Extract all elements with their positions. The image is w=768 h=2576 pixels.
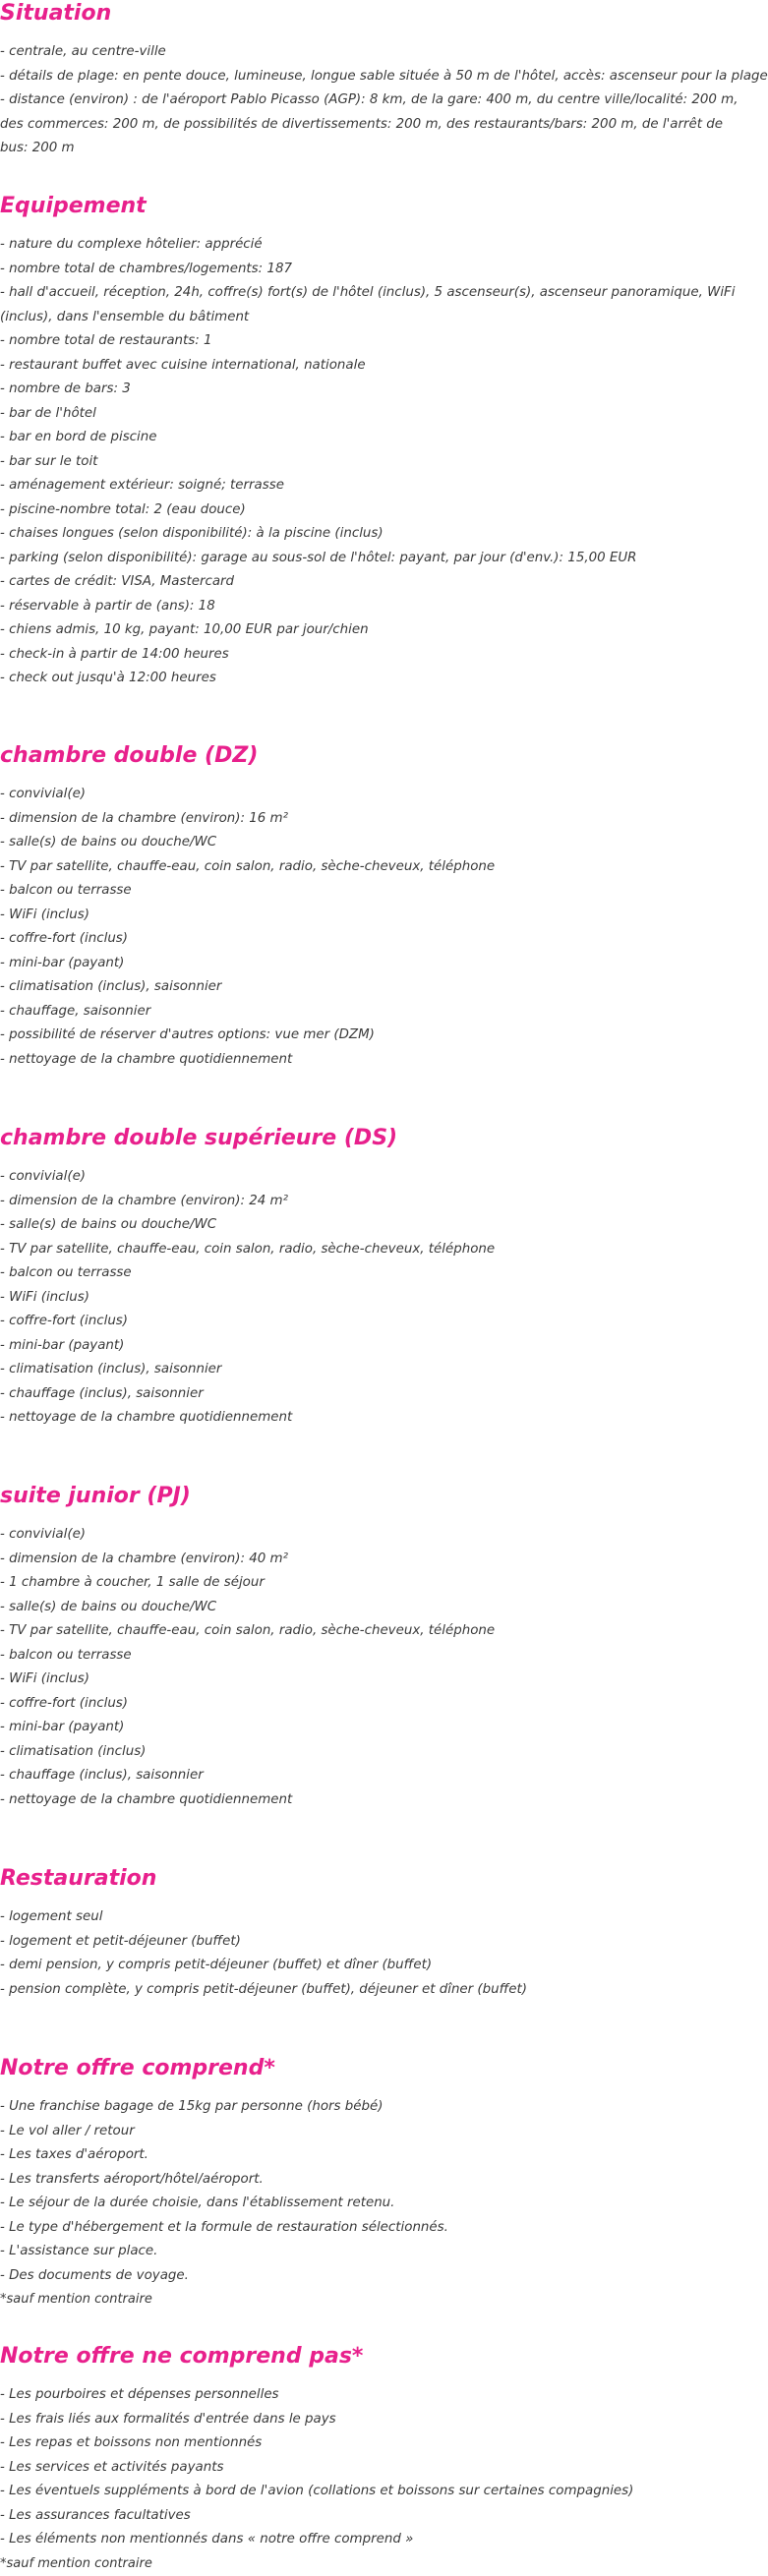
list-item: - demi pension, y compris petit-déjeuner (buffet) et dîner (buffet) (0, 1954, 745, 1978)
list-item: - Les éléments non mentionnés dans « notre offre comprend » (0, 2528, 745, 2552)
list-item: - Des documents de voyage. (0, 2264, 745, 2289)
section-list (0, 1523, 745, 1812)
list-item: - chiens admis, 10 kg, payant: 10,00 EUR par jour/chien (0, 618, 745, 643)
list-item: - TV par satellite, chauffe-eau, coin salon, radio, sèche-cheveux, téléphone (0, 1238, 745, 1262)
list-item: - balcon ou terrasse (0, 1644, 745, 1669)
section-offre-ne-comprend-pas (0, 2343, 745, 2576)
section-list (0, 233, 745, 691)
section-situation (0, 0, 745, 161)
section-list (0, 1905, 745, 2002)
list-item: - restaurant buffet avec cuisine international, nationale (0, 354, 745, 379)
list-item: - dimension de la chambre (environ): 40 m² (0, 1548, 745, 1572)
list-item: - bar en bord de piscine (0, 426, 745, 450)
list-item: - salle(s) de bains ou douche/WC (0, 1213, 745, 1238)
list-item: - distance (environ) : de l'aéroport Pablo Picasso (AGP): 8 km, de la gare: 400 m, du centre ville/localité: 200 m, des commerces: 200 m, de possibilités de divertissements: 200 m, des restaurants/bars: 200 m, de l'arrêt de bus: 200 m (0, 88, 745, 161)
list-item: - Le séjour de la durée choisie, dans l'établissement retenu. (0, 2192, 745, 2216)
section-list (0, 783, 745, 1072)
list-item: - Les éventuels suppléments à bord de l'avion (collations et boissons sur certaines compagnies) (0, 2480, 745, 2504)
list-item: - convivial(e) (0, 1523, 745, 1548)
section-title: Equipement (0, 193, 745, 220)
section-equipement (0, 193, 745, 691)
list-item: - nature du complexe hôtelier: apprécié (0, 233, 745, 258)
section-list (0, 2383, 745, 2576)
section-list (0, 1165, 745, 1431)
list-item: - salle(s) de bains ou douche/WC (0, 831, 745, 855)
list-item: - cartes de crédit: VISA, Mastercard (0, 570, 745, 595)
list-item: - WiFi (inclus) (0, 904, 745, 928)
list-item: - coffre-fort (inclus) (0, 1692, 745, 1717)
list-item: - nombre total de restaurants: 1 (0, 329, 745, 354)
list-item: - logement et petit-déjeuner (buffet) (0, 1930, 745, 1955)
list-item: - Les assurances facultatives (0, 2504, 745, 2529)
section-title: Notre offre ne comprend pas* (0, 2343, 745, 2371)
list-item: - WiFi (inclus) (0, 1668, 745, 1692)
list-item: - logement seul (0, 1905, 745, 1930)
list-item: - bar sur le toit (0, 450, 745, 475)
list-item: - WiFi (inclus) (0, 1286, 745, 1311)
list-item: - hall d'accueil, réception, 24h, coffre(s) fort(s) de l'hôtel (inclus), 5 ascenseur(s), ascenseur panoramique, WiFi (inclus), dans l'ensemble du bâtiment (0, 281, 745, 329)
list-item: - dimension de la chambre (environ): 24 m² (0, 1190, 745, 1214)
section-offre-comprend (0, 2055, 745, 2313)
list-item: - dimension de la chambre (environ): 16 m² (0, 807, 745, 832)
list-item: - mini-bar (payant) (0, 1334, 745, 1359)
list-item: - Les transferts aéroport/hôtel/aéroport. (0, 2168, 745, 2193)
list-item: - check-in à partir de 14:00 heures (0, 643, 745, 668)
section-title: Situation (0, 0, 745, 28)
section-chambre-double (0, 742, 745, 1072)
list-item: - Les pourboires et dépenses personnelles (0, 2383, 745, 2408)
list-item: - coffre-fort (inclus) (0, 927, 745, 952)
section-title: Notre offre comprend* (0, 2055, 745, 2082)
list-item: - Les taxes d'aéroport. (0, 2143, 745, 2168)
list-item: - centrale, au centre-ville (0, 40, 745, 65)
list-item: - piscine-nombre total: 2 (eau douce) (0, 498, 745, 523)
list-item: - chauffage (inclus), saisonnier (0, 1382, 745, 1407)
list-item: - nombre de bars: 3 (0, 378, 745, 402)
list-item: - nombre total de chambres/logements: 187 (0, 258, 745, 282)
list-item: - nettoyage de la chambre quotidiennement (0, 1406, 745, 1431)
list-item: - détails de plage: en pente douce, lumineuse, longue sable située à 50 m de l'hôtel, accès: ascenseur pour la plage (0, 65, 745, 89)
list-item: - check out jusqu'à 12:00 heures (0, 667, 745, 691)
footnote: *sauf mention contraire (0, 2288, 745, 2313)
list-item: - Les repas et boissons non mentionnés (0, 2431, 745, 2456)
list-item: - réservable à partir de (ans): 18 (0, 595, 745, 619)
list-item: - TV par satellite, chauffe-eau, coin salon, radio, sèche-cheveux, téléphone (0, 1619, 745, 1644)
list-item: - climatisation (inclus), saisonnier (0, 1358, 745, 1382)
list-item: - nettoyage de la chambre quotidiennement (0, 1788, 745, 1813)
list-item: - Les frais liés aux formalités d'entrée dans le pays (0, 2408, 745, 2432)
list-item: - TV par satellite, chauffe-eau, coin salon, radio, sèche-cheveux, téléphone (0, 855, 745, 880)
list-item: - balcon ou terrasse (0, 1261, 745, 1286)
list-item: - mini-bar (payant) (0, 952, 745, 976)
section-title: suite junior (PJ) (0, 1483, 745, 1510)
section-suite-junior (0, 1483, 745, 1812)
list-item: - convivial(e) (0, 1165, 745, 1190)
list-item: - L'assistance sur place. (0, 2240, 745, 2264)
list-item: - salle(s) de bains ou douche/WC (0, 1596, 745, 1620)
section-title: chambre double (DZ) (0, 742, 745, 770)
list-item: - chaises longues (selon disponibilité): à la piscine (inclus) (0, 522, 745, 547)
list-item: - Le type d'hébergement et la formule de restauration sélectionnés. (0, 2216, 745, 2241)
footnote: *sauf mention contraire (0, 2552, 745, 2576)
list-item: - climatisation (inclus), saisonnier (0, 975, 745, 1000)
list-item: - nettoyage de la chambre quotidiennement (0, 1048, 745, 1073)
list-item: - Le vol aller / retour (0, 2120, 745, 2144)
section-title: chambre double supérieure (DS) (0, 1125, 745, 1152)
list-item: - balcon ou terrasse (0, 879, 745, 904)
list-item: - chauffage, saisonnier (0, 1000, 745, 1025)
list-item: - bar de l'hôtel (0, 402, 745, 427)
list-item: - pension complète, y compris petit-déjeuner (buffet), déjeuner et dîner (buffet) (0, 1978, 745, 2003)
section-list (0, 40, 745, 161)
list-item: - aménagement extérieur: soigné; terrasse (0, 474, 745, 498)
list-item: - mini-bar (payant) (0, 1716, 745, 1740)
list-item: - coffre-fort (inclus) (0, 1310, 745, 1334)
list-item: - climatisation (inclus) (0, 1740, 745, 1765)
section-list (0, 2095, 745, 2313)
list-item: - convivial(e) (0, 783, 745, 807)
list-item: - chauffage (inclus), saisonnier (0, 1764, 745, 1788)
section-chambre-double-superieure (0, 1125, 745, 1431)
list-item: - 1 chambre à coucher, 1 salle de séjour (0, 1571, 745, 1596)
list-item: - parking (selon disponibilité): garage au sous-sol de l'hôtel: payant, par jour (d'env.): 15,00 EUR (0, 547, 745, 571)
list-item: - Une franchise bagage de 15kg par personne (hors bébé) (0, 2095, 745, 2120)
section-restauration (0, 1865, 745, 2002)
list-item: - possibilité de réserver d'autres options: vue mer (DZM) (0, 1024, 745, 1048)
list-item: - Les services et activités payants (0, 2456, 745, 2481)
section-title: Restauration (0, 1865, 745, 1893)
